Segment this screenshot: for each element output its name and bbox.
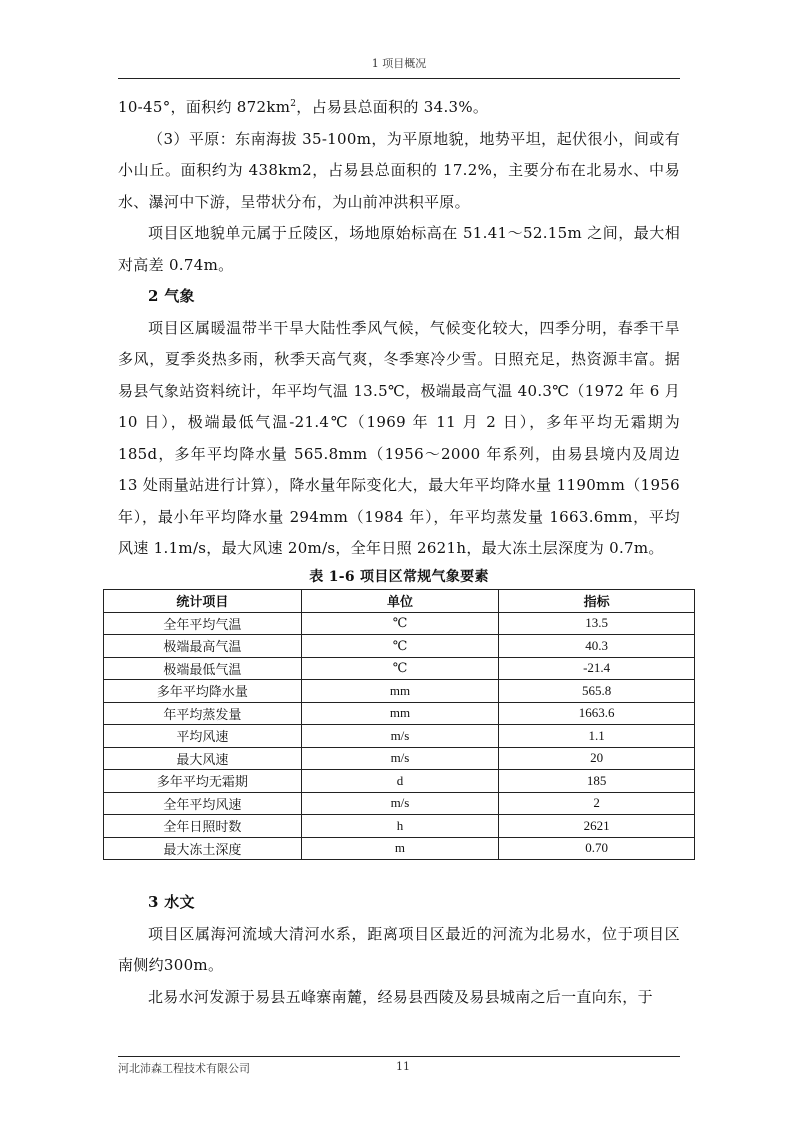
table-cell: 1663.6 [499,702,695,725]
page-header [118,56,680,79]
table-row [104,747,695,770]
climate-table [103,589,695,860]
heading-climate: 2 气象 [148,287,195,305]
table-cell: m/s [301,792,499,815]
table-cell: 2621 [499,815,695,838]
footer-divider [118,1056,680,1057]
body-text-top [118,92,680,588]
table-cell: mm [301,702,499,725]
paragraph-area-continuation: 10-45°，面积约 $872km^2$，占易县总面积的 34.3%。 [118,98,489,116]
table-cell: m/s [301,747,499,770]
table-cell: 2 [499,792,695,815]
paragraph-plain: （3）平原：东南海拔 35-100m，为平原地貌，地势平坦，起伏很小，间或有小山丘。面积约为 438km2，占易县总面积的 17.2%，主要分布在北易水、中易水、瀑河中下游，呈带状分布，为山前冲洪积平原。 [118,129,680,211]
table-cell: 最大冻土深度 [104,837,302,860]
paragraph-landform: 项目区地貌单元属于丘陵区，场地原始标高在 51.41～52.15m 之间，最大相对高差 0.74m。 [118,224,680,274]
superscript: 2 [290,99,297,109]
table-cell: m/s [301,725,499,748]
table-cell: 565.8 [499,680,695,703]
table-cell: 多年平均无霜期 [104,770,302,793]
table-cell: h [301,815,499,838]
table-cell: ℃ [301,657,499,680]
table-cell: 0.70 [499,837,695,860]
column-header: 单位 [301,590,499,613]
table-cell: 全年日照时数 [104,815,302,838]
table-row [104,702,695,725]
body-text-bottom [118,887,680,1013]
paragraph-river: 北易水河发源于易县五峰寨南麓，经易县西陵及易县城南之后一直向东，于 [148,987,653,1006]
column-header: 统计项目 [104,590,302,613]
table-row [104,635,695,658]
paragraph-climate: 项目区属暖温带半干旱大陆性季风气候，气候变化较大，四季分明，春季干旱多风，夏季炎热多雨，秋季天高气爽，冬季寒冷少雪。日照充足，热资源丰富。据易县气象站资料统计，年平均气温 13.5℃，极端最高气温 40.3℃（1972 年 6 月 10 日），极端最低气温-21.4℃（1969 年 11 月 2 日），多年平均无霜期为 185d，多年平均降水量 565.8mm（1956～2000 年系列，由易县境内及周边 13 处雨量站进行计算），降水量年际变化大，最大年平均降水量 1190mm（1956 年），最小年平均降水量 294mm（1984 年），年平均蒸发量 1663.6mm，平均风速 1.1m/s，最大风速 20m/s，全年日照 2621h，最大冻土层深度为 0.7m。 [118,318,680,557]
table-cell: -21.4 [499,657,695,680]
table-row [104,815,695,838]
table-cell: 1.1 [499,725,695,748]
table-cell: 多年平均降水量 [104,680,302,703]
table-row [104,792,695,815]
table-cell: ℃ [301,612,499,635]
heading-hydrology: 3 水文 [148,893,195,911]
table-cell: ℃ [301,635,499,658]
table-cell: mm [301,680,499,703]
table-cell: 年平均蒸发量 [104,702,302,725]
table-cell: d [301,770,499,793]
paragraph-hydrology: 项目区属海河流域大清河水系，距离项目区最近的河流为北易水，位于项目区南侧约300m。 [118,924,680,974]
footer-company: 河北沛森工程技术有限公司 [118,1062,250,1075]
table-row [104,657,695,680]
page-number: 11 [396,1060,410,1073]
table-row [104,680,695,703]
table-cell: 185 [499,770,695,793]
table-cell: 40.3 [499,635,695,658]
table-cell: 全年平均风速 [104,792,302,815]
table-row [104,725,695,748]
table-row [104,837,695,860]
table-cell: 最大风速 [104,747,302,770]
table-cell: 20 [499,747,695,770]
table-cell: 全年平均气温 [104,612,302,635]
table-cell: 极端最高气温 [104,635,302,658]
table-header-row [104,590,695,613]
column-header: 指标 [499,590,695,613]
table-cell: m [301,837,499,860]
table-cell: 13.5 [499,612,695,635]
table-row [104,612,695,635]
table-cell: 平均风速 [104,725,302,748]
table-row [104,770,695,793]
table-caption: 表 1-6 项目区常规气象要素 [309,568,489,585]
table-cell: 极端最低气温 [104,657,302,680]
header-title: 1 项目概况 [371,57,427,70]
